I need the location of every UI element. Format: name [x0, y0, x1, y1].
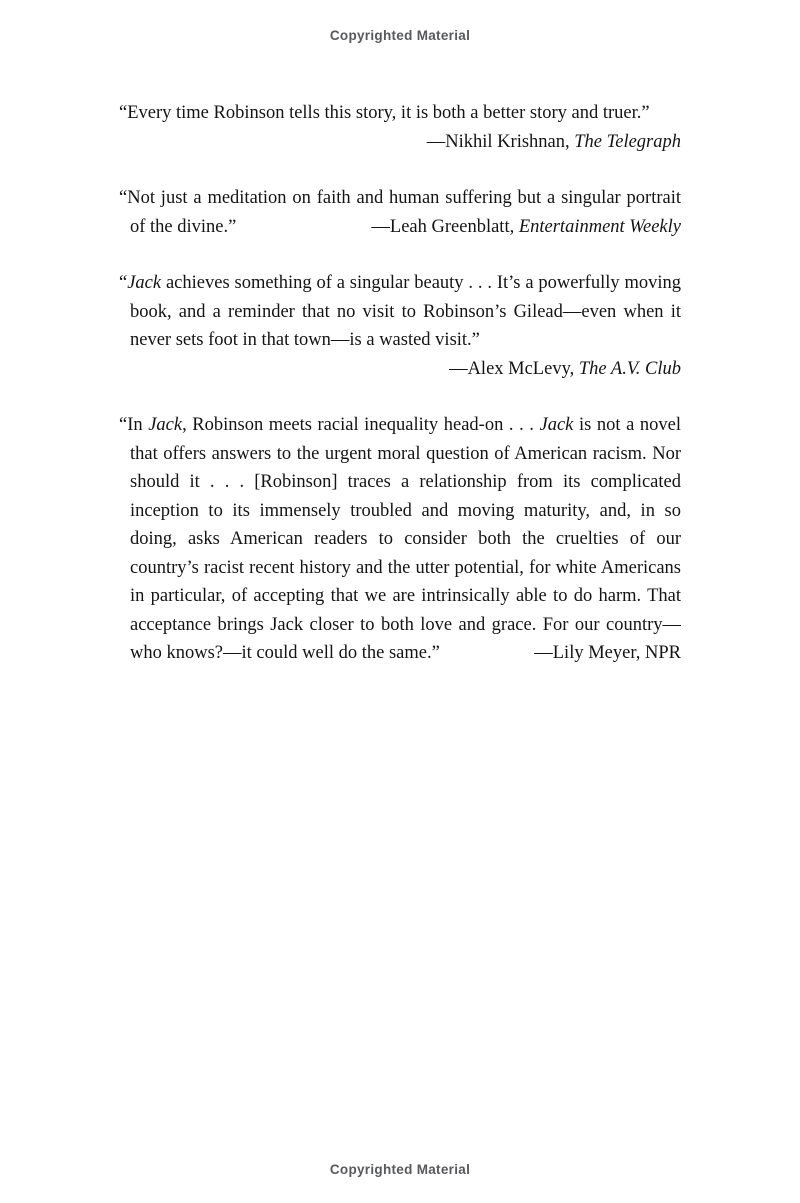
quote-text: “Jack achieves something of a singular beauty . . . It’s a powerfully moving book, and a reminder that no visit to Robinson’s Gilead—even when it never sets foot in that town—is a wasted visit.” — [119, 273, 681, 350]
quote-text: “In Jack, Robinson meets racial inequality head-on . . . Jack is not a novel that offers answers to the urgent moral question of American racism. Nor should it . . . [Robinson] traces a relationship from its complicated inception to its immensely troubled and moving maturity, and, in so doing, asks American readers to consider both the cruelties of our country’s racist recent history and the utter potential, for white Americans in particular, of accepting that we are intrinsically able to do harm. That acceptance brings Jack closer to both love and grace. For our country—who knows?—it could well do the same.” — [119, 415, 681, 663]
praise-quote — [119, 99, 681, 156]
praise-quote — [119, 411, 681, 668]
praise-quotes-block — [119, 99, 681, 668]
copyright-watermark-top: Copyrighted Material — [329, 28, 471, 43]
quote-attribution: —Lily Meyer, NPR — [534, 643, 681, 663]
quote-attribution: —Nikhil Krishnan, The Telegraph — [426, 131, 681, 152]
quote-attribution: —Leah Greenblatt, Entertainment Weekly — [371, 216, 681, 237]
praise-quote — [119, 184, 681, 241]
copyright-watermark-bottom: Copyrighted Material — [329, 1162, 471, 1177]
quote-text: “Not just a meditation on faith and human suffering but a singular portrait of the divine.” — [119, 188, 681, 237]
praise-quote — [119, 269, 681, 383]
quote-text: “Every time Robinson tells this story, it is both a better story and truer.” — [119, 103, 650, 123]
quote-attribution: —Alex McLevy, The A.V. Club — [449, 358, 681, 379]
